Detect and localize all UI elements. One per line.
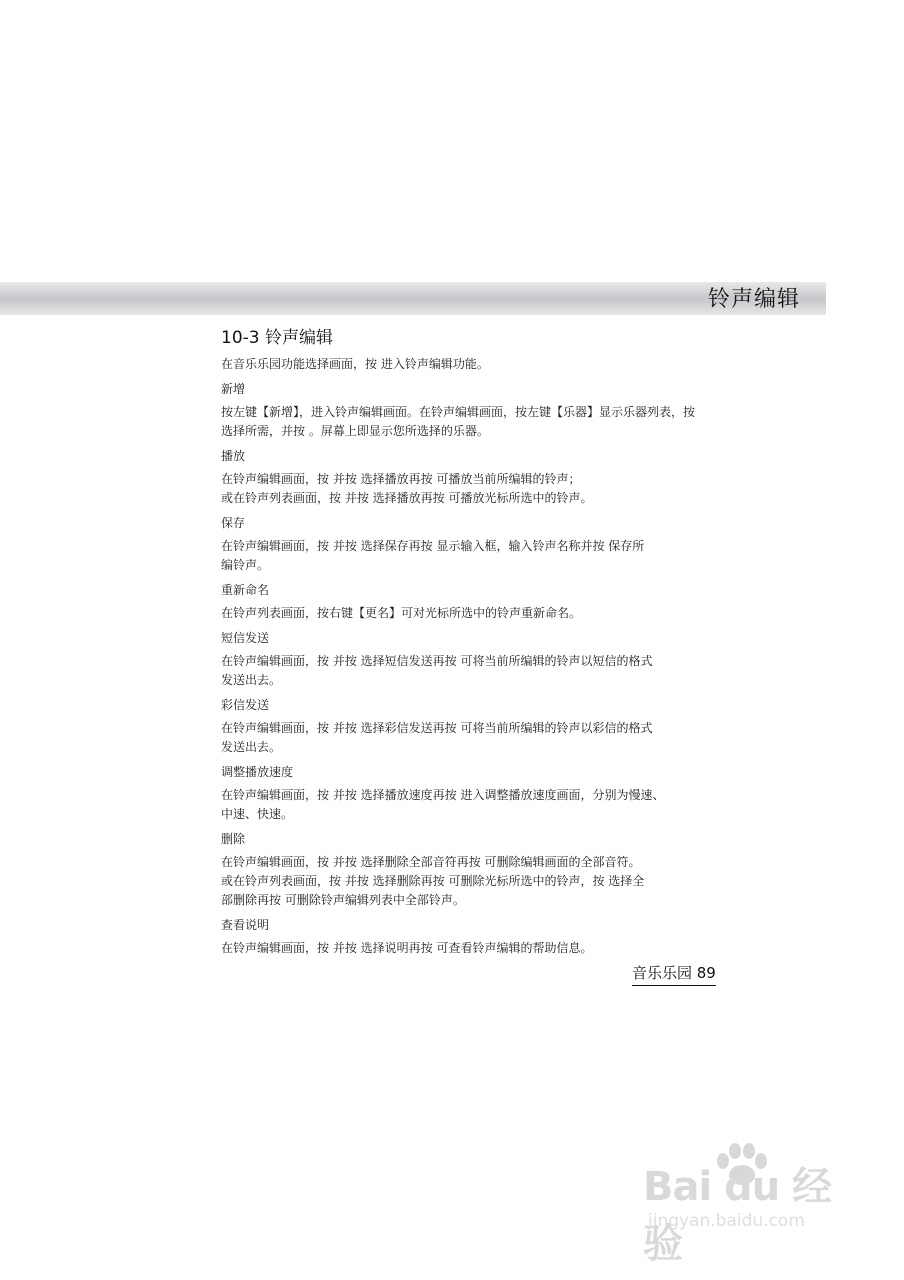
item-line: 在铃声列表画面，按右键【更名】可对光标所选中的铃声重新命名。 — [221, 606, 582, 620]
item-line: 中速、快速。 — [221, 807, 294, 821]
item-line: 在铃声编辑画面，按 并按 选择播放再按 可播放当前所编辑的铃声； — [221, 472, 581, 486]
item-delete — [221, 830, 705, 910]
item-title: 彩信发送 — [221, 698, 270, 712]
item-sms-send — [221, 629, 705, 690]
item-title: 重新命名 — [221, 583, 270, 597]
page-header-title: 铃声编辑 — [707, 287, 800, 312]
item-speed — [221, 763, 705, 824]
item-title: 调整播放速度 — [221, 765, 294, 779]
watermark-url: jingyan.baidu.com — [648, 1211, 805, 1231]
item-title: 查看说明 — [221, 918, 270, 932]
item-body — [221, 652, 705, 690]
item-line: 或在铃声列表画面，按 并按 选择播放再按 可播放光标所选中的铃声。 — [221, 491, 593, 505]
intro-paragraph: 在音乐乐园功能选择画面，按 进入铃声编辑功能。 — [221, 357, 489, 371]
item-body — [221, 786, 705, 824]
item-title: 保存 — [221, 516, 246, 530]
watermark-logo: Bai du 经验 — [643, 1164, 832, 1267]
item-line: 选择所需，并按 。屏幕上即显示您所选择的乐器。 — [221, 424, 489, 438]
item-body — [221, 604, 705, 623]
item-rename — [221, 581, 705, 623]
item-body — [221, 537, 705, 575]
item-line: 编铃声。 — [221, 558, 270, 572]
item-save — [221, 514, 705, 575]
footer-page-label: 音乐乐园 89 — [632, 962, 716, 986]
item-line: 在铃声编辑画面，按 并按 选择删除全部音符再按 可删除编辑画面的全部音符。 — [221, 855, 641, 869]
item-line: 部删除再按 可删除铃声编辑列表中全部铃声。 — [221, 893, 465, 907]
item-line: 发送出去。 — [221, 673, 282, 687]
item-line: 或在铃声列表画面，按 并按 选择删除再按 可删除光标所选中的铃声，按 选择全 — [221, 874, 645, 888]
item-line: 在铃声编辑画面，按 并按 选择彩信发送再按 可将当前所编辑的铃声以彩信的格式 — [221, 721, 653, 735]
item-body — [221, 403, 705, 441]
content-column — [221, 325, 705, 964]
item-play — [221, 447, 705, 508]
item-title: 播放 — [221, 449, 246, 463]
item-title: 删除 — [221, 832, 246, 846]
item-body — [221, 719, 705, 757]
item-body — [221, 939, 705, 958]
item-line: 按左键【新增】，进入铃声编辑画面。在铃声编辑画面，按左键【乐器】显示乐器列表，按 — [221, 405, 696, 419]
section-heading: 10-3 铃声编辑 — [221, 328, 333, 348]
item-body — [221, 470, 705, 508]
item-line: 在铃声编辑画面，按 并按 选择短信发送再按 可将当前所编辑的铃声以短信的格式 — [221, 654, 653, 668]
item-help — [221, 916, 705, 958]
item-line: 在铃声编辑画面，按 并按 选择播放速度再按 进入调整播放速度画面，分别为慢速、 — [221, 788, 665, 802]
item-line: 在铃声编辑画面，按 并按 选择说明再按 可查看铃声编辑的帮助信息。 — [221, 941, 593, 955]
item-mms-send — [221, 696, 705, 757]
item-add — [221, 380, 705, 441]
item-title: 新增 — [221, 382, 246, 396]
baidu-watermark — [643, 1143, 853, 1267]
item-line: 发送出去。 — [221, 740, 282, 754]
item-body — [221, 853, 705, 910]
item-line: 在铃声编辑画面，按 并按 选择保存再按 显示输入框，输入铃声名称并按 保存所 — [221, 539, 645, 553]
header-band — [0, 282, 826, 315]
item-title: 短信发送 — [221, 631, 270, 645]
